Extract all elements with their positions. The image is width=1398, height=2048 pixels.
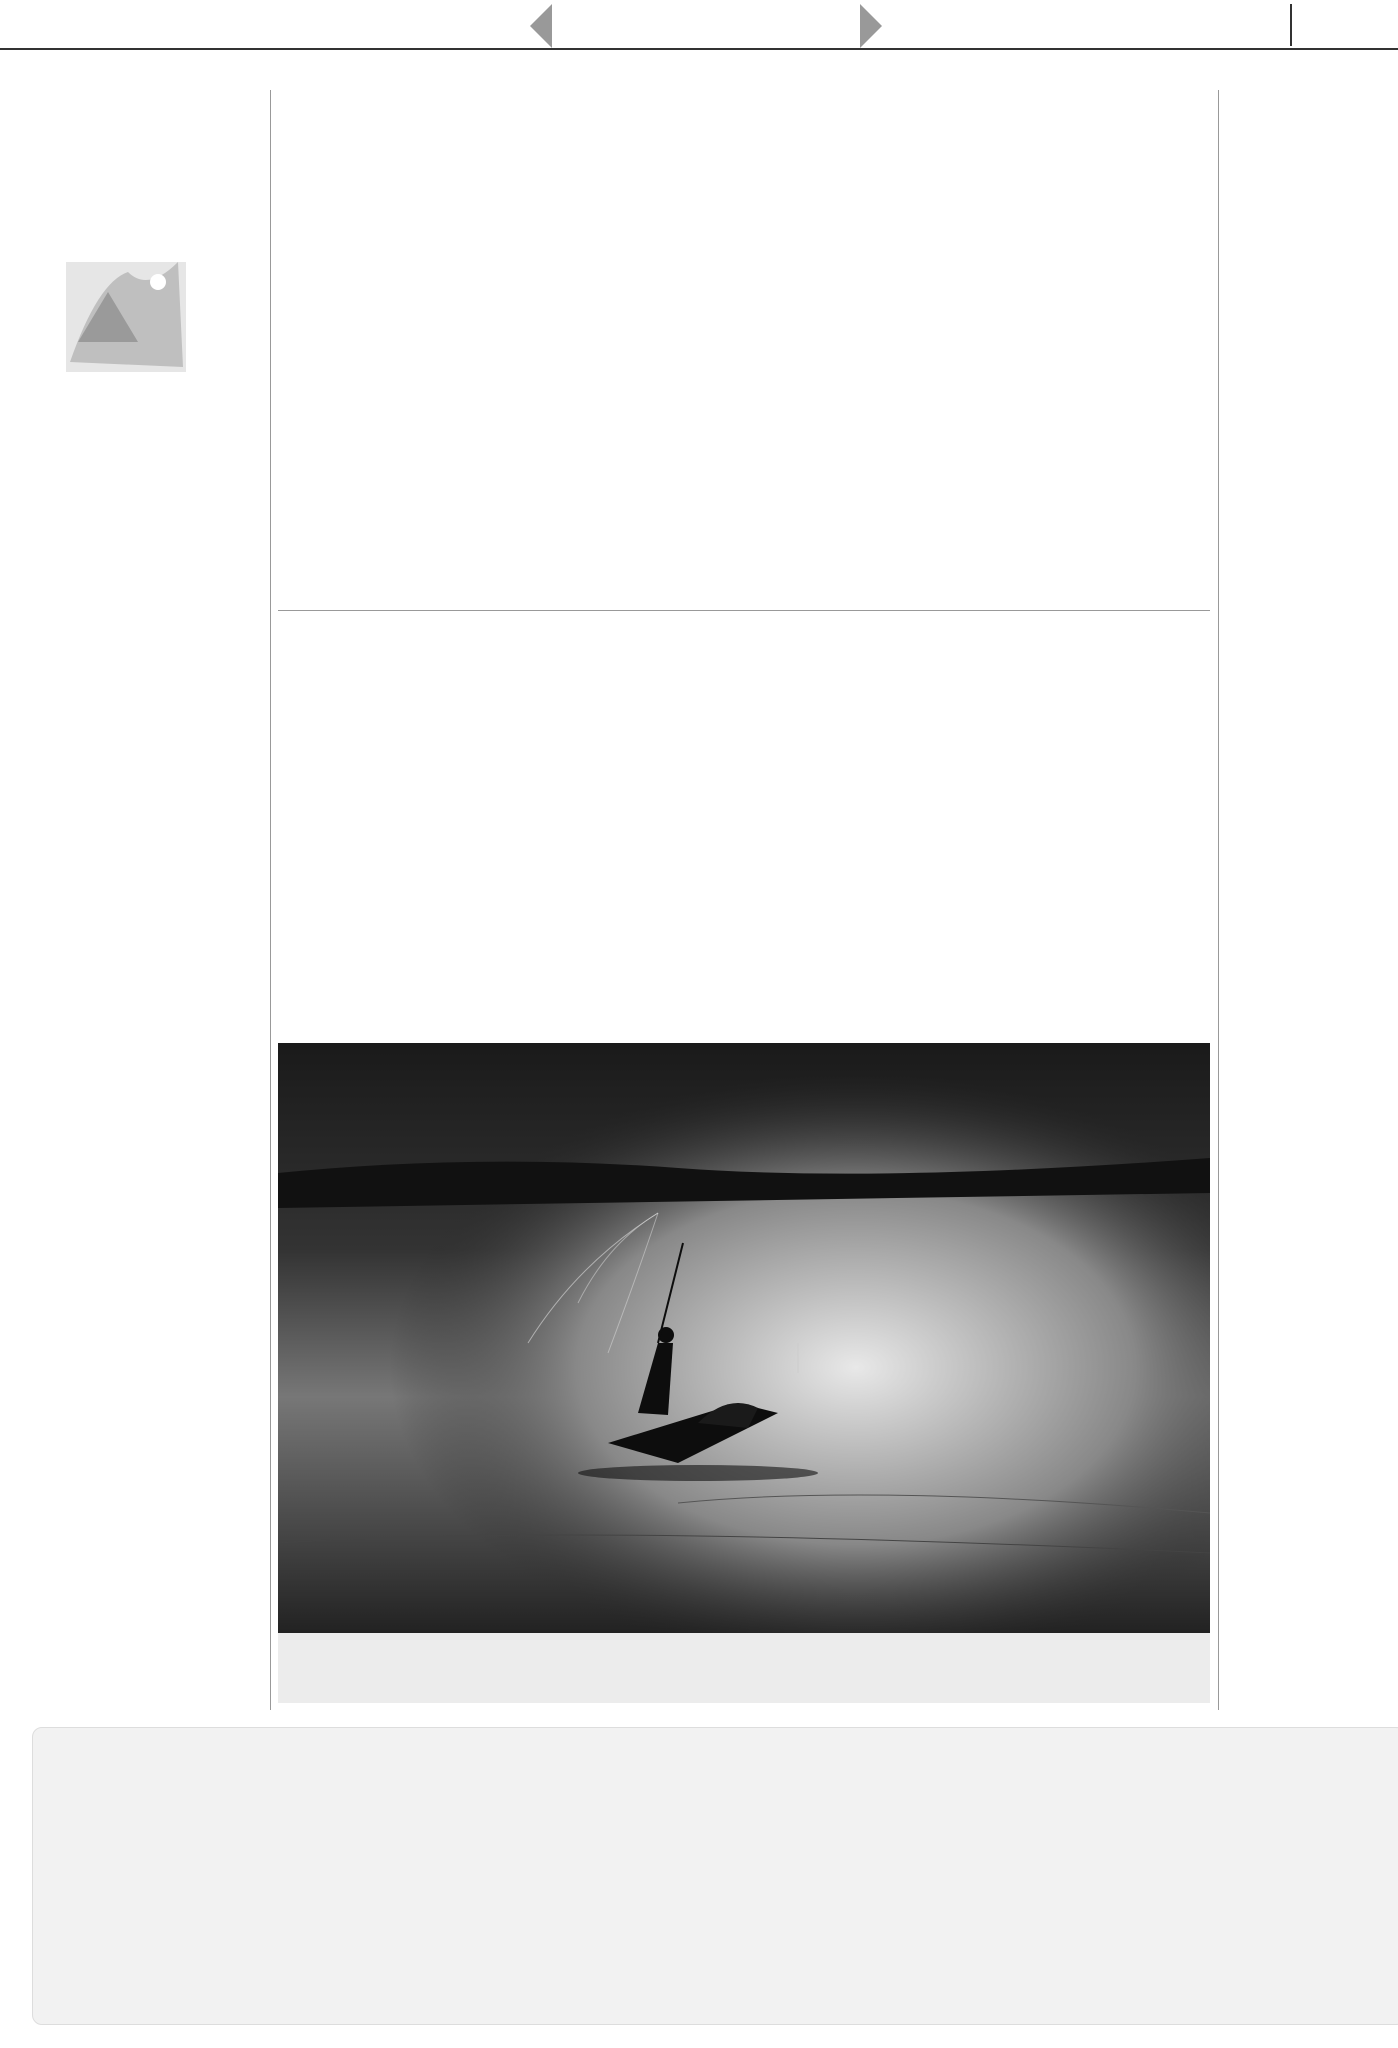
article-body-nuoshui (298, 224, 1208, 600)
poem-box-liangshi (32, 1727, 1398, 2025)
chevron-right-icon (860, 4, 882, 48)
article-body-mengli (1226, 150, 1306, 346)
article-body-qingcao (298, 764, 1208, 1032)
chevron-left-icon (530, 4, 552, 48)
photo-fishing-image (278, 1043, 1210, 1633)
photo-fishing (278, 1043, 1210, 1633)
photo-caption-bar (278, 1633, 1210, 1703)
column-divider (270, 90, 271, 1710)
section-title (560, 4, 850, 48)
column-logo (8, 222, 194, 418)
masthead-divider (1290, 4, 1292, 46)
column-logo-image (8, 222, 194, 418)
column-divider (1218, 90, 1219, 1710)
header-rule (0, 48, 1398, 50)
article-body-qiusheng (12, 568, 262, 1698)
section-divider (278, 610, 1210, 611)
